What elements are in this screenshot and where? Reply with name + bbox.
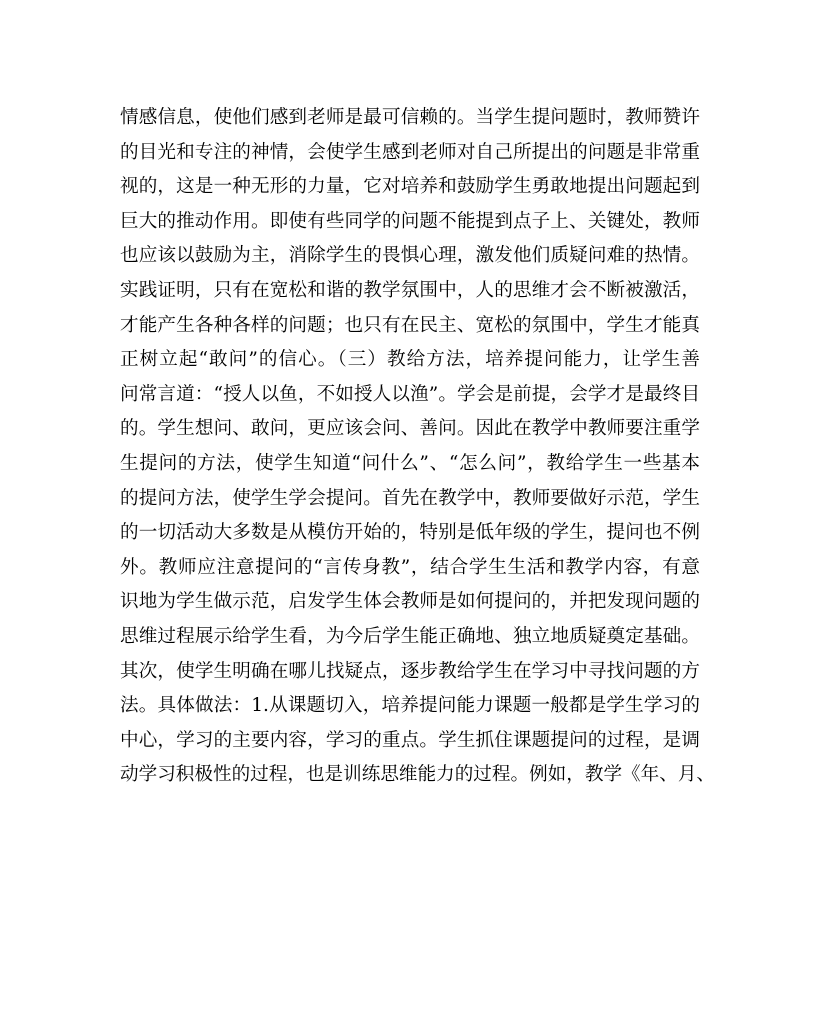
text-line-6: 实践证明，只有在宽松和谐的教学氛围中，人的思维才会不断被激活， bbox=[120, 279, 700, 301]
text-line-13: 的一切活动大多数是从模仿开始的，特别是低年级的学生，提问也不例 bbox=[120, 522, 700, 544]
text-line-17: 其次，使学生明确在哪儿找疑点，逐步教给学生在学习中寻找问题的方 bbox=[120, 660, 700, 682]
text-line-4: 巨大的推动作用。即使有些同学的问题不能提到点子上、关键处，教师 bbox=[120, 210, 700, 232]
text-line-15: 识地为学生做示范，启发学生体会教师是如何提问的，并把发现问题的 bbox=[120, 591, 700, 613]
text-line-18: 法。具体做法：1.从课题切入，培养提问能力课题一般都是学生学习的 bbox=[120, 695, 700, 717]
text-line-19: 中心，学习的主要内容，学习的重点。学生抓住课题提问的过程，是调 bbox=[120, 729, 700, 751]
body-text bbox=[120, 101, 716, 793]
text-line-7: 才能产生各种各样的问题；也只有在民主、宽松的氛围中，学生才能真 bbox=[120, 314, 700, 336]
text-line-3: 视的，这是一种无形的力量，它对培养和鼓励学生勇敢地提出问题起到 bbox=[120, 176, 700, 198]
text-line-10: 的。学生想问、敢问，更应该会问、善问。因此在教学中教师要注重学 bbox=[120, 418, 700, 440]
text-line-14: 外。教师应注意提问的“言传身教”，结合学生生活和教学内容，有意 bbox=[120, 556, 700, 578]
text-line-9: 问常言道：“授人以鱼，不如授人以渔”。学会是前提，会学才是最终目 bbox=[120, 383, 700, 405]
text-line-12: 的提问方法，使学生学会提问。首先在教学中，教师要做好示范，学生 bbox=[120, 487, 700, 509]
text-line-20: 动学习积极性的过程，也是训练思维能力的过程。例如，教学《年、月、 bbox=[120, 764, 716, 786]
text-line-1: 情感信息，使他们感到老师是最可信赖的。当学生提问题时，教师赞许 bbox=[120, 107, 700, 128]
text-line-2: 的目光和专注的神情，会使学生感到老师对自己所提出的问题是非常重 bbox=[120, 141, 700, 163]
text-line-16: 思维过程展示给学生看，为今后学生能正确地、独立地质疑奠定基础。 bbox=[120, 625, 700, 647]
text-line-11: 生提问的方法，使学生知道“问什么”、“怎么问”，教给学生一些基本 bbox=[120, 452, 700, 474]
text-line-8: 正树立起“敢问”的信心。（三）教给方法，培养提问能力，让学生善 bbox=[120, 349, 700, 371]
text-line-5: 也应该以鼓励为主，消除学生的畏惧心理，激发他们质疑问难的热情。 bbox=[120, 245, 700, 267]
